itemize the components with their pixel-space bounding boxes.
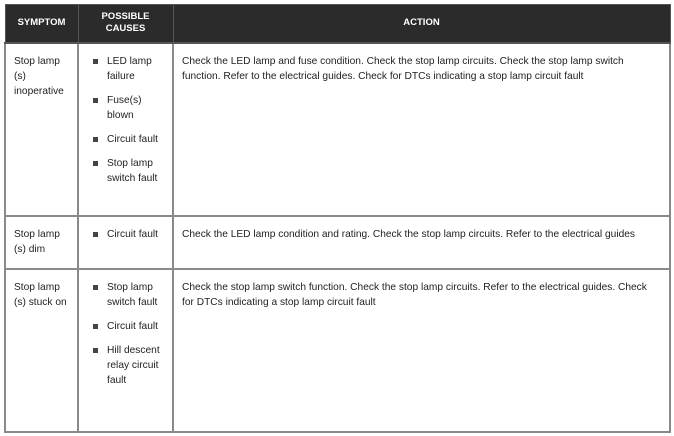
causes-list: [87, 54, 164, 186]
table-row: [5, 269, 670, 432]
cause-item: LED lamp failure: [87, 54, 164, 84]
header-possible-causes: POSSIBLE CAUSES: [78, 5, 173, 43]
causes-list: [87, 280, 164, 388]
action-cell: [173, 43, 670, 216]
cause-item: Stop lamp switch fault: [87, 280, 164, 310]
symptom-cell: Stop lamp (s) inoperative: [5, 43, 78, 216]
symptom-cell: Stop lamp (s) dim: [5, 216, 78, 269]
action-cell: [173, 216, 670, 269]
cause-item: Circuit fault: [87, 227, 164, 242]
causes-list: [87, 227, 164, 242]
causes-cell: [78, 269, 173, 432]
cause-item: Hill descent relay circuit fault: [87, 343, 164, 388]
symptom-cell: Stop lamp (s) stuck on: [5, 269, 78, 432]
table-row: [5, 216, 670, 269]
table-row: [5, 43, 670, 216]
causes-cell: [78, 43, 173, 216]
action-text: Check the LED lamp and fuse condition. Check the stop lamp circuits. Check the stop lamp switch function. Refer to the electrical guides. Check for DTCs indicating a stop lamp circuit fault: [182, 55, 624, 82]
cause-item: Circuit fault: [87, 132, 164, 147]
header-row: [5, 5, 670, 43]
causes-cell: [78, 216, 173, 269]
header-action: ACTION: [173, 5, 670, 43]
header-symptom: SYMPTOM: [5, 5, 78, 43]
cause-item: Fuse(s) blown: [87, 93, 164, 123]
cause-item: Stop lamp switch fault: [87, 156, 164, 186]
diagnosis-table: [4, 4, 671, 433]
action-cell: [173, 269, 670, 432]
action-text: Check the stop lamp switch function. Check the stop lamp circuits. Refer to the electrical guides. Check for DTCs indicating a stop lamp circuit fault: [182, 281, 647, 308]
cause-item: Circuit fault: [87, 319, 164, 334]
action-text: Check the LED lamp condition and rating. Check the stop lamp circuits. Refer to the electrical guides: [182, 228, 636, 240]
